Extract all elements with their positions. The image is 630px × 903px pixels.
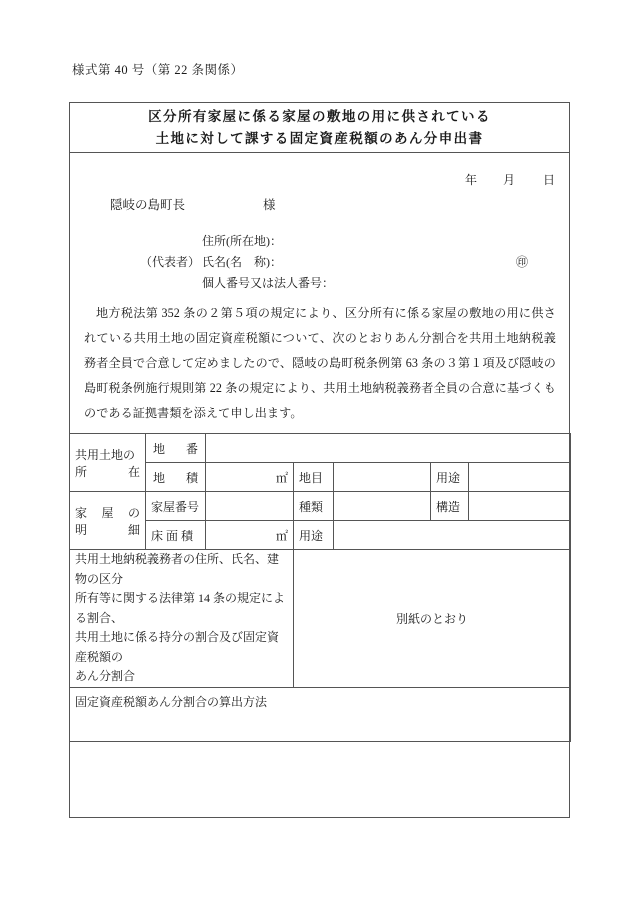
building-number-value[interactable] — [206, 492, 294, 521]
land-category-value[interactable] — [334, 463, 431, 492]
calculation-label: 固定資産税額あん分割合の算出方法 — [70, 687, 571, 713]
land-label-line-2 — [75, 463, 140, 480]
building-label-line-2-right: 細 — [127, 522, 140, 537]
attachment-label-line-4: あん分割合 — [75, 669, 136, 683]
land-label-line-1: 共用土地の — [75, 447, 136, 462]
building-label-line-1-mid: 屋 — [101, 505, 114, 520]
seal-icon: ㊞ — [516, 255, 529, 269]
applicant-number-row — [202, 273, 562, 294]
building-type-label: 種類 — [294, 492, 334, 521]
land-number-label — [146, 434, 206, 463]
addressee — [110, 195, 276, 213]
building-section-label — [70, 492, 146, 550]
attachment-value: 別紙のとおり — [294, 550, 571, 688]
building-label-line-1-left: 家 — [75, 505, 88, 520]
date-day-label: 日 — [542, 173, 555, 187]
building-label-line-1-right: の — [127, 505, 140, 520]
addressee-honorific: 様 — [263, 198, 276, 212]
form-title-line-1: 区分所有家屋に係る家屋の敷地の用に供されている — [148, 108, 491, 124]
land-section-label — [70, 434, 146, 492]
table-row-building-1 — [70, 492, 571, 521]
table-row-land-1 — [70, 434, 571, 463]
land-label-line-2-left: 所 — [75, 464, 88, 479]
applicant-number-label: 個人番号又は法人番号： — [202, 276, 335, 290]
applicant-address-label: 住所(所在地)： — [202, 234, 282, 248]
calculation-input-area[interactable] — [70, 713, 571, 742]
building-structure-label: 構造 — [431, 492, 469, 521]
applicant-block — [140, 231, 562, 294]
date-month-label: 月 — [502, 173, 515, 187]
attachment-label-line-2: 所有等に関する法律第 14 条の規定による割合、 — [75, 591, 286, 625]
applicant-name-row — [140, 252, 562, 273]
table-row-building-2 — [70, 521, 571, 550]
land-category-label: 地目 — [294, 463, 334, 492]
land-area-label — [146, 463, 206, 492]
land-number-label-right: 番 — [185, 441, 198, 456]
building-number-label: 家屋番号 — [146, 492, 206, 521]
building-type-value[interactable] — [334, 492, 431, 521]
form-table — [69, 433, 571, 742]
land-use-label: 用途 — [431, 463, 469, 492]
building-label-line-2 — [75, 521, 140, 538]
land-number-value[interactable] — [206, 434, 571, 463]
table-row-attachment — [70, 550, 571, 688]
land-area-label-left: 地 — [153, 470, 166, 485]
building-use-label: 用途 — [294, 521, 334, 550]
table-row-calculation-area — [70, 713, 571, 742]
land-area-value[interactable] — [206, 463, 294, 492]
form-title-line-2: 土地に対して課する固定資産税額のあん分申出書 — [155, 130, 484, 146]
building-floor-area-value[interactable] — [206, 521, 294, 550]
form-title-box — [70, 103, 569, 153]
attachment-label-line-3: 共用土地に係る持分の割合及び固定資産税額の — [75, 630, 280, 664]
building-label-line-1 — [75, 504, 140, 521]
building-floor-area-unit: ㎡ — [275, 528, 288, 543]
table-row-calculation-label — [70, 687, 571, 713]
land-number-label-left: 地 — [153, 441, 166, 456]
land-label-line-2-right: 在 — [127, 464, 140, 479]
building-structure-value[interactable] — [469, 492, 571, 521]
addressee-name: 隠岐の島町長 — [110, 198, 186, 212]
body-paragraph: 地方税法第 352 条の２第５項の規定により、区分所有に係る家屋の敷地の用に供されている共用土地の固定資産税額について、次のとおりあん分割合を共用土地納税義務者全員で合意して定めましたので、隠岐の島町税条例第 63 条の３第１項及び隠岐の島町税条例施行規則第 22 条の規定により、共用土地納税義務者全員の合意に基づくものである証拠書類を添えて申し出ます。 — [84, 306, 556, 420]
building-use-value[interactable] — [334, 521, 571, 550]
date-line — [465, 171, 555, 188]
attachment-label-line-1: 共用土地納税義務者の住所、氏名、建物の区分 — [75, 552, 280, 586]
table-row-land-2 — [70, 463, 571, 492]
attachment-label — [70, 550, 294, 688]
building-label-line-2-left: 明 — [75, 522, 88, 537]
building-floor-area-label: 床 面 積 — [146, 521, 206, 550]
applicant-name-label: 氏名(名 称)： — [202, 255, 282, 269]
land-use-value[interactable] — [469, 463, 571, 492]
land-area-unit: ㎡ — [275, 470, 288, 485]
land-area-label-right: 積 — [185, 470, 198, 485]
applicant-address-row — [202, 231, 562, 252]
form-number: 様式第 40 号（第 22 条関係） — [72, 63, 244, 77]
applicant-representative-prefix: （代表者） — [140, 255, 201, 269]
date-year-label: 年 — [464, 173, 477, 187]
form-frame — [69, 102, 570, 818]
